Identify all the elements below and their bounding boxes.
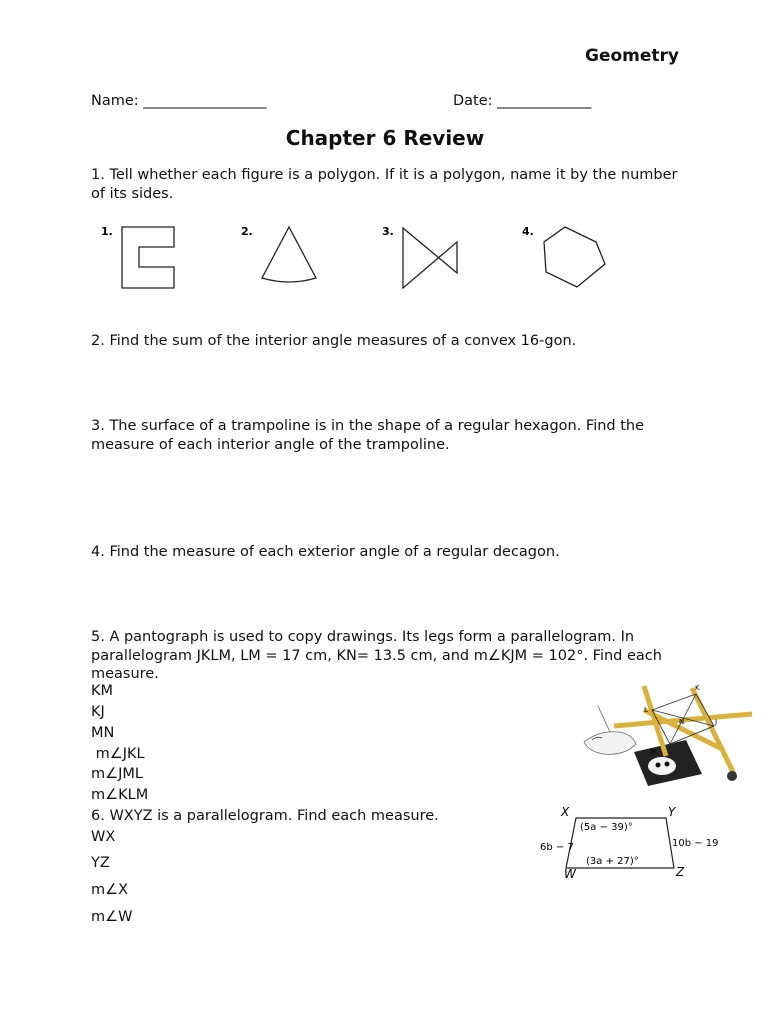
q5-item-km: KM (91, 683, 114, 699)
label-j: J (715, 718, 718, 726)
question-5-text: 5. A pantograph is used to copy drawings. Its legs form a parallelogram. In parallelogram JKLM, LM = 17 cm, KN= 13.5 cm, and m∠KJM = 102°. Find each measure. (91, 629, 662, 682)
parallelogram-wxyz (536, 804, 726, 884)
date-field: Date: _____________ (453, 93, 592, 109)
panda-eye-left (656, 763, 661, 768)
question-1-text: 1. Tell whether each figure is a polygon. If it is a polygon, name it by the number of its sides. (91, 167, 678, 202)
page-title: Chapter 6 Review (285, 126, 485, 150)
pivot-knob (727, 771, 737, 781)
pantograph-illustration (574, 682, 754, 794)
vertex-y: Y (668, 805, 676, 819)
q5-item-kj: KJ (91, 704, 105, 720)
q6-item-angle-x: m∠X (91, 882, 129, 898)
label-l: L (644, 706, 648, 714)
side-wx-expression: 6b − 7 (540, 842, 574, 853)
leg-3 (692, 688, 734, 774)
vertex-z: Z (676, 865, 685, 879)
vertex-x: X (561, 805, 570, 819)
q6-item-wx: WX (91, 829, 116, 845)
bowtie-shape (403, 228, 457, 288)
q5-item-angle-klm: m∠KLM (91, 787, 149, 803)
label-k: K (695, 684, 700, 692)
question-4-text: 4. Find the measure of each exterior angle of a regular decagon. (91, 544, 560, 560)
q5-item-angle-jml: m∠JML (91, 766, 143, 782)
panda-face (648, 757, 676, 775)
question-2-text: 2. Find the sum of the interior angle measures of a convex 16-gon. (91, 333, 577, 349)
q6-item-yz: YZ (91, 855, 110, 871)
panda-eye-right (665, 762, 670, 767)
polygon-figures (95, 220, 625, 295)
label-m: M (650, 748, 657, 756)
vertex-w: W (564, 867, 576, 881)
circular-sector-shape (262, 227, 316, 282)
label-n: N (679, 718, 685, 726)
figure-2-label: 2. (241, 225, 253, 238)
pentagon-shape (544, 227, 605, 287)
subject-heading: Geometry (585, 46, 679, 66)
question-3-text: 3. The surface of a trampoline is in the shape of a regular hexagon. Find the measure of each interior angle of the trampoline. (91, 418, 645, 453)
stylus-line (598, 706, 610, 732)
side-yz-expression: 10b − 19 (672, 838, 719, 849)
question-6-text: 6. WXYZ is a parallelogram. Find each measure. (91, 808, 439, 824)
q5-item-angle-jkl: m∠JKL (91, 746, 145, 762)
q5-item-mn: MN (91, 725, 115, 741)
q6-item-angle-w: m∠W (91, 909, 133, 925)
notched-rectangle-shape (122, 227, 174, 288)
figure-4-label: 4. (522, 225, 534, 238)
angle-w-expression: (3a + 27)° (586, 856, 639, 867)
figure-3-label: 3. (382, 225, 394, 238)
figure-1-label: 1. (101, 225, 113, 238)
sketch-drawing (584, 732, 636, 755)
name-field: Name: _________________ (91, 93, 267, 109)
angle-x-expression: (5a − 39)° (580, 822, 633, 833)
